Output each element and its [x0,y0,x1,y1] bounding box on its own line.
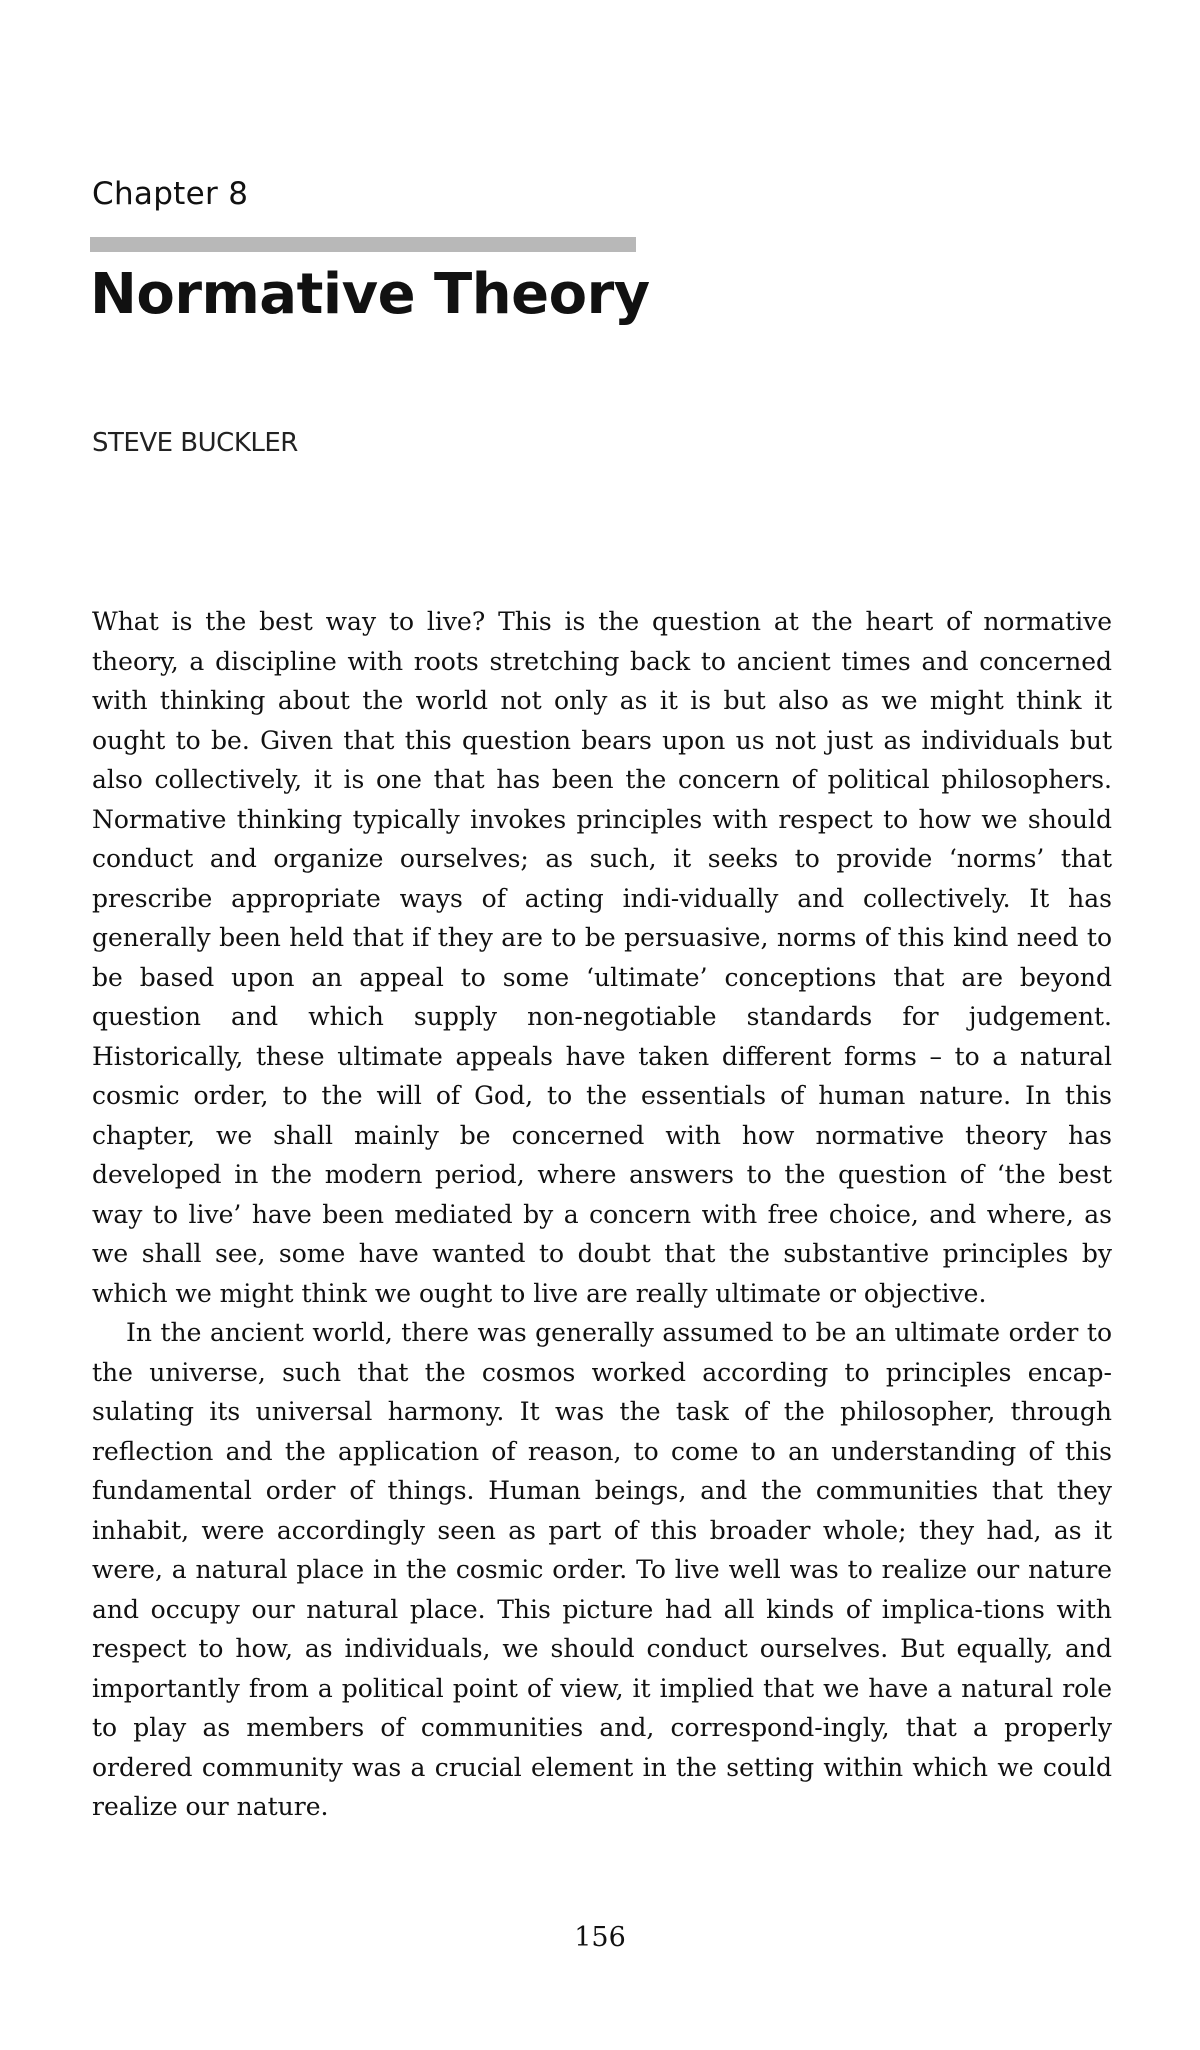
chapter-title: Normative Theory [90,262,650,327]
body-paragraph-2: In the ancient world, there was generally assumed to be an ultimate order to the universe, such that the cosmos worked according to principles encap-sulating its universal harmony. It was the task of the philosopher, through reflection and the application of reason, to come to an understanding of this fundamental order of things. Human beings, and the communities that they inhabit, were accordingly seen as part of this broader whole; they had, as it were, a natural place in the cosmic order. To live well was to realize our nature and occupy our natural place. This picture had all kinds of implica-tions with respect to how, as individuals, we should conduct ourselves. But equally, and importantly from a political point of view, it implied that we have a natural role to play as members of communities and, correspond-ingly, that a properly ordered community was a crucial element in the setting within which we could realize our nature. [92,1318,1112,1821]
chapter-rule [90,237,636,252]
chapter-label: Chapter 8 [92,176,249,212]
body-paragraph-1: What is the best way to live? This is the question at the heart of normative theory, a discipline with roots stretching back to ancient times and concerned with thinking about the world not only as it is but also as we might think it ought to be. Given that this question bears upon us not just as individuals but also collectively, it is one that has been the concern of political philosophers. Normative thinking typically invokes principles with respect to how we should conduct and organize ourselves; as such, it seeks to provide ‘norms’ that prescribe appropriate ways of acting indi-vidually and collectively. It has generally been held that if they are to be persuasive, norms of this kind need to be based upon an appeal to some ‘ultimate’ conceptions that are beyond question and which supply non-negotiable standards for judgement. Historically, these ultimate appeals have taken different forms – to a natural cosmic order, to the will of God, to the essentials of human nature. In this chapter, we shall mainly be concerned with how normative theory has developed in the modern period, where answers to the question of ‘the best way to live’ have been mediated by a concern with free choice, and where, as we shall see, some have wanted to doubt that the substantive principles by which we might think we ought to live are really ultimate or objective. [92,607,1112,1308]
page-number: 156 [574,1922,626,1953]
chapter-author: STEVE BUCKLER [92,428,298,458]
chapter-body [92,602,1112,1827]
